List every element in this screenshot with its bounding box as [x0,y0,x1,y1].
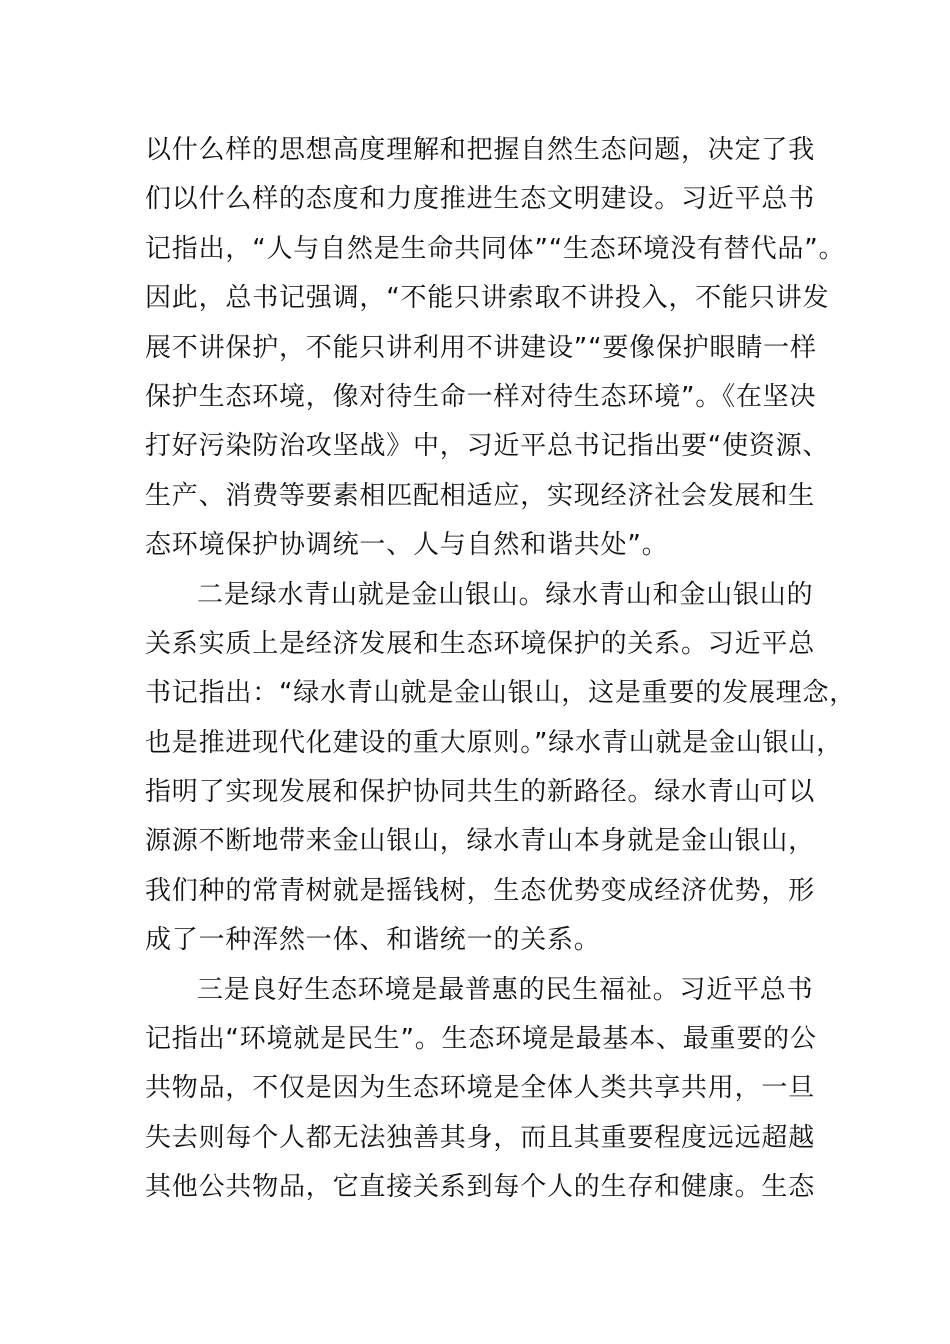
text-line: 也是推进现代化建设的重大原则。”绿水青山就是金山银山， [145,727,844,758]
body-text [145,126,857,1213]
text-line: 记指出“环境就是民生”。生态环境是最基本、最重要的公 [145,1024,817,1055]
paragraph-start-line: 二是绿水青山就是金山银山。绿水青山和金山银山的 [197,579,814,610]
text-line: 们以什么样的态度和力度推进生态文明建设。习近平总书 [145,184,816,215]
text-line: 其他公共物品，它直接关系到每个人的生存和健康。生态 [145,1172,816,1203]
text-line: 以什么样的思想高度理解和把握自然生态问题，决定了我 [145,135,816,165]
text-line: 打好污染防治攻坚战》中，习近平总书记指出要“使资源、 [145,431,830,462]
text-line: 共物品，不仅是因为生态环境是全体人类共享共用，一旦 [145,1073,816,1104]
text-line: 书记指出：“绿水青山就是金山银山，这是重要的发展理念， [145,678,857,709]
text-line: 成了一种浑然一体、和谐统一的关系。 [145,925,601,956]
text-line: 我们种的常青树就是摇钱树，生态优势变成经济优势，形 [145,875,816,906]
text-line: 指明了实现发展和保护协同共生的新路径。绿水青山可以 [145,777,816,808]
text-line: 展不讲保护，不能只讲利用不讲建设”“要像保护眼睛一样 [145,332,817,363]
text-line: 关系实质上是经济发展和生态环境保护的关系。习近平总 [145,628,816,659]
text-line: 记指出，“人与自然是生命共同体”“生态环境没有替代品”。 [145,233,846,264]
text-line: 因此，总书记强调，“不能只讲索取不讲投入，不能只讲发 [145,283,830,314]
text-line: 源源不断地带来金山银山，绿水青山本身就是金山银山， [145,826,816,857]
text-line: 生产、消费等要素相匹配相适应，实现经济社会发展和生 [145,480,816,511]
text-line: 态环境保护协调统一、人与自然和谐共处”。 [145,530,669,561]
paragraph-start-line: 三是良好生态环境是最普惠的民生福祉。习近平总书 [197,974,814,1005]
text-line: 失去则每个人都无法独善其身，而且其重要程度远远超越 [145,1122,816,1153]
text-line: 保护生态环境，像对待生命一样对待生态环境”。《在坚决 [145,381,817,412]
